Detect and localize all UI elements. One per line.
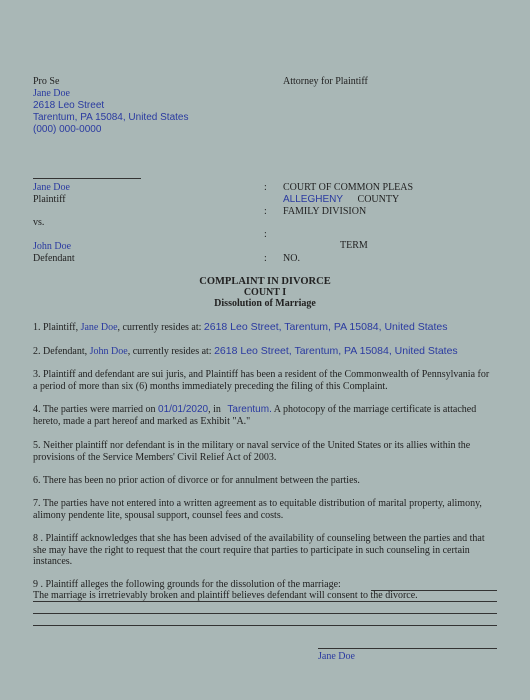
term-label: TERM [340, 240, 368, 251]
caption-colon: : [264, 206, 267, 217]
plaintiff-label: Plaintiff [33, 194, 66, 205]
top-divider [33, 178, 141, 179]
plaintiff-address-inline: 2618 Leo Street, Tarentum, PA 15084, United States [203, 321, 448, 333]
plaintiff-name-inline: Jane Doe [80, 322, 118, 333]
count-subtitle: Dissolution of Marriage [214, 298, 316, 309]
marriage-date: 01/01/2020 [158, 404, 209, 415]
division-name: FAMILY DIVISION [283, 206, 367, 217]
paragraph-2 [33, 346, 496, 358]
paragraph-7: 7. The parties have not entered into a written agreement as to equitable distribution of marital property, alimony, alimony pendente lite, spousal support, counsel fees and costs. [33, 498, 482, 521]
docket-number-label: NO. [283, 253, 300, 264]
paragraph-9: 9 . Plaintiff alleges the following grounds for the dissolution of the marriage: [33, 579, 341, 590]
grounds-line [33, 625, 497, 626]
defendant-name: John Doe [33, 241, 72, 252]
paragraph-text: , currently resides at: [127, 346, 215, 357]
paragraph-3: 3. Plaintiff and defendant are sui juris, and Plaintiff has been a resident of the Commonwealth of Pennsylvania for a period of more than six (6) months immediately preceding the filing of this Complaint. [33, 369, 490, 392]
pro-se-label: Pro Se [33, 76, 60, 87]
paragraph-5: 5. Neither plaintiff nor defendant is in the military or naval service of the United States or its allies within the provisions of the Service Members' Civil Relief Act of 2003. [33, 440, 471, 463]
vs-label: vs. [33, 217, 45, 228]
pro-se-block [33, 76, 188, 136]
paragraph-text: , currently resides at: [117, 322, 204, 333]
court-name: COURT OF COMMON PLEAS [283, 182, 414, 193]
paragraph-text: A photocopy of the marriage certificate is attached hereto, made a part hereof and marked as Exhibit "A." [33, 404, 477, 427]
paragraph-6: 6. There has been no prior action of divorce or for annulment between the parties. [33, 475, 360, 486]
paragraph-text: 2. Defendant, [33, 346, 90, 357]
county-line [283, 194, 399, 205]
signature-name: Jane Doe [318, 651, 355, 662]
count-heading: COUNT I [243, 287, 287, 298]
defendant-name-inline: John Doe [89, 346, 128, 357]
marriage-place: Tarentum. [227, 404, 272, 415]
defendant-label: Defendant [33, 253, 75, 264]
county-name: ALLEGHENY [283, 194, 344, 205]
caption-colon: : [264, 182, 267, 193]
grounds-text: The marriage is irretrievably broken and plaintiff believes defendant will consent to the divorce. [33, 590, 418, 601]
plaintiff-name: Jane Doe [33, 182, 70, 193]
paragraph-text: 1. Plaintiff, [33, 322, 81, 333]
paragraph-4 [33, 404, 496, 427]
paragraph-text: , in [208, 404, 224, 415]
caption-colon: : [264, 253, 267, 264]
caption-colon: : [264, 229, 267, 240]
grounds-line [33, 601, 497, 602]
paragraph-1 [33, 322, 496, 334]
complaint-title: COMPLAINT IN DIVORCE [199, 276, 331, 287]
paragraph-8: 8 . Plaintiff acknowledges that she has been advised of the availability of counseling between the parties and that she may have the right to request that the court require that parties to participate in such counseling in certain instances. [33, 533, 485, 567]
party-name: Jane Doe [33, 88, 70, 99]
phone-number: (000) 000-0000 [33, 124, 102, 135]
defendant-address-inline: 2618 Leo Street, Tarentum, PA 15084, United States [214, 345, 458, 357]
signature-line [318, 648, 497, 649]
city-address: Tarentum, PA 15084, United States [33, 112, 189, 123]
grounds-line [33, 613, 497, 614]
paragraph-text: 4. The parties were married on [33, 404, 159, 415]
attorney-label: Attorney for Plaintiff [283, 76, 368, 87]
county-label: COUNTY [357, 194, 400, 205]
street-address: 2618 Leo Street [33, 100, 105, 111]
